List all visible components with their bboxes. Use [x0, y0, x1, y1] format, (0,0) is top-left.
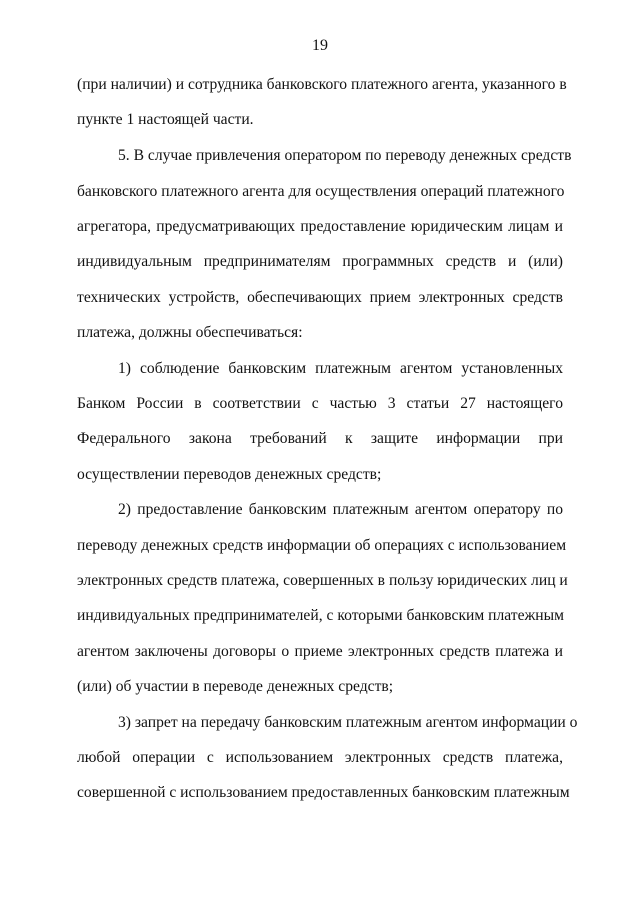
text-line: любой операции с использованием электронных средств платежа,	[77, 749, 563, 766]
text-line: совершенной с использованием предоставленных банковским платежным	[77, 784, 570, 801]
text-line: индивидуальным предпринимателям программных средств и (или)	[77, 253, 563, 270]
text-line: индивидуальных предпринимателей, с которыми банковским платежным	[77, 607, 564, 624]
text-line: (при наличии) и сотрудника банковского платежного агента, указанного в	[77, 76, 567, 93]
text-line: банковского платежного агента для осуществления операций платежного	[77, 183, 565, 200]
paragraph-first-line: 3) запрет на передачу банковским платежным агентом информации о	[118, 714, 578, 731]
text-line: агентом заключены договоры о приеме электронных средств платежа и	[77, 643, 563, 660]
text-line: переводу денежных средств информации об операциях с использованием	[77, 537, 567, 554]
text-line: агрегатора, предусматривающих предоставление юридическим лицам и	[77, 218, 563, 235]
text-line: электронных средств платежа, совершенных в пользу юридических лиц и	[77, 572, 568, 589]
paragraph-first-line: 2) предоставление банковским платежным агентом оператору по	[118, 501, 563, 518]
text-line: (или) об участии в переводе денежных средств;	[77, 678, 394, 695]
text-line: осуществлении переводов денежных средств;	[77, 466, 382, 483]
text-line: пункте 1 настоящей части.	[77, 111, 254, 128]
paragraph-first-line: 1) соблюдение банковским платежным агентом установленных	[118, 360, 563, 377]
page-number: 19	[312, 37, 328, 54]
paragraph-first-line: 5. В случае привлечения оператором по переводу денежных средств	[118, 147, 572, 164]
text-line: технических устройств, обеспечивающих прием электронных средств	[77, 289, 563, 306]
text-line: платежа, должны обеспечиваться:	[77, 324, 303, 341]
text-line: Банком России в соответствии с частью 3 статьи 27 настоящего	[77, 395, 563, 412]
text-line: Федерального закона требований к защите информации при	[77, 430, 563, 447]
